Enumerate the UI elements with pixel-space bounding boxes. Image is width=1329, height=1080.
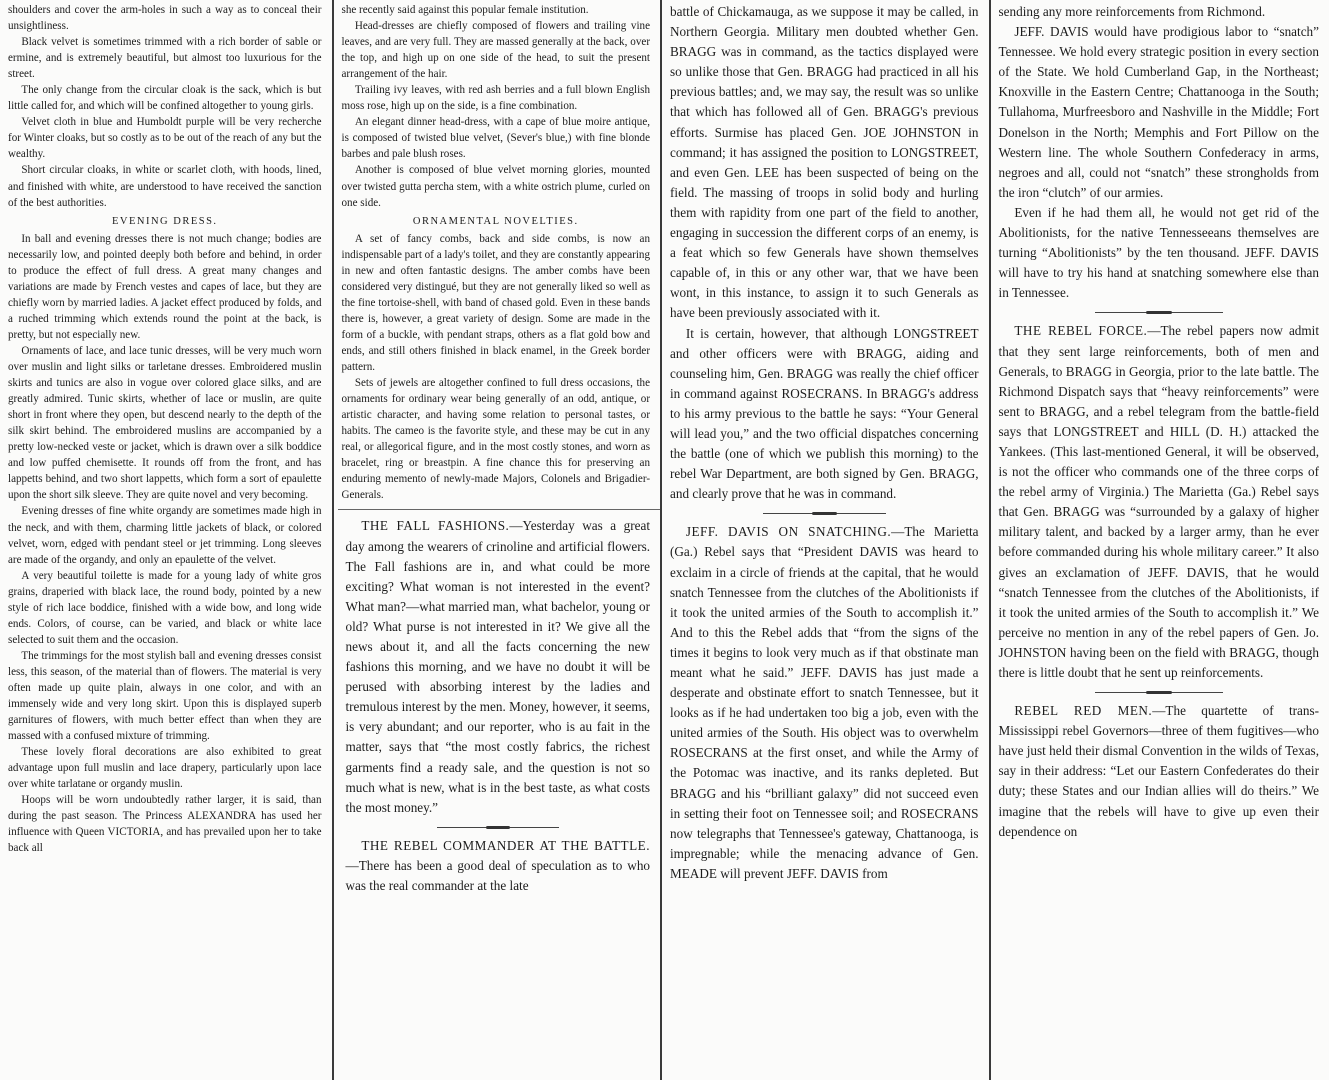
paragraph: Sets of jewels are altogether confined to full dress occasions, the ornaments for ordinary wear being generally of an odd, antique, or artistic character, and having some relation to personal tastes, or habits. The cameo is the favorite style, and these may be cut in any real, or allegorical figure, and in the most costly stones, and worn as bracelet, ring or breastpin. A fine chance this for preserving an enduring memento of newly-made Majors, Colonels and Brigadier-Generals. <box>341 377 651 502</box>
paragraph: Velvet cloth in blue and Humboldt purple will be very recherche for Winter cloaks, but so costly as to be out of the reach of any but the wealthy. <box>8 116 322 161</box>
paragraph: Hoops will be worn undoubtedly rather larger, it is said, than during the past season. The Princess ALEXANDRA has used her influence with Queen VICTORIA, and has prevailed upon her to take back all <box>8 794 322 855</box>
paragraph: Another is composed of blue velvet morning glories, mounted over twisted gutta percha stem, with a white ostrich plume, curled on one side. <box>341 164 651 209</box>
article-headline: THE FALL FASHIONS. <box>361 518 510 534</box>
article-body <box>999 701 1319 842</box>
paragraph: JEFF. DAVIS would have prodigious labor to “snatch” Tennessee. We hold every strategic position in every section of the State. We hold Cumberland Gap, in the Northeast; Knoxville in the Eastern Centre; Chattanooga in the South; Tullahoma, Murfreesboro and Nashville in the Middle; Fort Donelson in the North; Memphis and Fort Pillow on the Western line. The whole Southern Confederacy in arms, negroes and all, could not “snatch” these strongholds from the iron “clutch” of our armies. <box>998 24 1319 200</box>
paragraph: Evening dresses of fine white organdy are sometimes made high in the neck, and with them, charming little jackets of black, or colored velvet, worn, edged with pendant steel or jet trimming. Long sleeves are made of the organdy, and only an epaulette of the velvet. <box>8 505 322 566</box>
section-heading-ornamental-novelties: ORNAMENTAL NOVELTIES. <box>412 215 579 227</box>
paragraph: Even if he had them all, he would not get rid of the Abolitionists, for the native Tennesseeans themselves are turning “Abolitionists” by the ten thousand. JEFF. DAVIS will have to try his hand at snatching somewhere else than in Tennessee. <box>998 204 1319 301</box>
separator-ornament <box>346 822 651 832</box>
separator-ornament <box>999 307 1319 317</box>
paragraph: In ball and evening dresses there is not much change; bodies are necessarily low, and pointed deeply both before and behind, in order to produce the effect of full dress. A great many changes and variations are made by French vestes and capes of lace, but they are chiefly worn by married ladies. A jacket effect produced by folds, and a ruched trimming which extends round the point at the back, is pretty, but not especially new. <box>8 232 322 341</box>
article-body <box>670 522 979 884</box>
paragraph: A very beautiful toilette is made for a young lady of white gros grains, draperied with black lace, the round body, pointed by a new style of rich lace boddice, finished with a wide bow, and long wide ends. Colors, of course, can be varied, and black or white lace selected to suit them and the occasion. <box>8 569 322 646</box>
article-headline: REBEL RED MEN. <box>1014 703 1153 719</box>
paragraph: These lovely floral decorations are also exhibited to great advantage upon full muslin and lace drapery, particularly upon lace over white tarlatane or organdy muslin. <box>8 746 322 791</box>
paragraph: shoulders and cover the arm-holes in such a way as to conceal their unsightliness. <box>8 4 322 33</box>
article-text: —The quartette of trans-Mississippi rebel Governors—three of them fugitives—who have just held their dismal Convention in the wilds of Texas, say in their address: “Let our Eastern Confederates do their duty; these States and our Indian allies will do theirs.” We imagine that the rebels will have to give up even their dependence on <box>998 703 1319 839</box>
article-text: —The Marietta (Ga.) Rebel says that “President DAVIS was heard to exclaim in a circle of friends at the capital, that he would snatch Tennessee from the clutches of the Abolitionists if it took the united armies of the South to accomplish it.” And to this the Rebel adds that “from the signs of the times it begins to look very much as if that obstinate man meant what he said.” JEFF. DAVIS has just made a desperate and obstinate effort to snatch Tennessee, but it looks as if he had undertaken too big a job, even with the united armies of the South. His object was to overwhelm ROSECRANS at the first onset, and while the Army of the Potomac was inactive, and its ranks depleted. But BRAGG and his “brilliant galaxy” did not succeed even in setting their foot on Tennessee soil; and ROSECRANS now telegraphs that Tennessee's gateway, Chattanooga, is impregnable; while the menacing advance of Gen. MEADE will prevent JEFF. DAVIS from <box>670 524 979 881</box>
paragraph: A set of fancy combs, back and side combs, is now an indispensable part of a lady's toilet, and they are constantly appearing in new and often fantastic designs. The amber combs have been considered very distingué, but they are not generally liked so well as the fine tortoise-shell, with band of chased gold. Even in these bands there is, however, a great variety of design. Some are made in the form of a buckle, with pendant straps, others as a flat gold bow and ends, and still others finished in black enamel, in the Greek border pattern. <box>341 232 651 374</box>
paragraph: Head-dresses are chiefly composed of flowers and trailing vine leaves, and are very full. They are massed generally at the back, over the top, and high up on one side of the head, to suit the present arrangement of the hair. <box>341 20 651 81</box>
paragraph: The trimmings for the most stylish ball and evening dresses consist less, this season, of the material than of flowers. The material is very often made up quite plain, always in one color, and with an immensely wide and very long skirt. Upon this is displayed superb garnitures of flowers, with much better effect than when they are massed with a confused mixture of trimming. <box>8 649 322 743</box>
separator-ornament <box>670 508 979 518</box>
column-2 <box>334 0 661 1080</box>
paragraph: sending any more reinforcements from Richmond. <box>998 4 1266 19</box>
article-text: —The rebel papers now admit that they sent large reinforcements, both of men and Generals, to BRAGG in Georgia, prior to the late battle. The Richmond Dispatch says that “heavy reinforcements” were sent to BRAGG, and a rebel telegram from the battle-field says that LONGSTREET and HILL (D. H.) attacked the Yankees. (This last-mentioned General, it will be observed, is not the officer who commands one of the three corps of the rebel army of Virginia.) The Marietta (Ga.) Rebel says that Gen. BRAGG was “surrounded by a galaxy of higher military talent, and backed by a larger army, than he ever before commanded during his whole military career.” It also gives an exclamation of JEFF. DAVIS, that he would “snatch Tennessee from the clutches of the Abolitionists, if it took the united armies of the South to accomplish it.” We perceive no mention in any of the rebel papers of Gen. Jo. JOHNSTON having been on the field with BRAGG, though there is little doubt that he sent up reinforcements. <box>998 323 1319 680</box>
paragraph: Trailing ivy leaves, with red ash berries and a full blown English moss rose, high up on the side, is a fine combination. <box>341 84 651 113</box>
column-4 <box>991 0 1329 1080</box>
section-heading-evening-dress: EVENING DRESS. <box>111 215 218 227</box>
column-3 <box>662 0 989 1080</box>
paragraph: Black velvet is sometimes trimmed with a rich border of sable or ermine, and is extremely beautiful, but almost too luxurious for the street. <box>8 36 322 81</box>
paragraph: The only change from the circular cloak is the sack, which is but little called for, and which will be confined altogether to young girls. <box>8 84 322 113</box>
article-fall-fashions <box>338 509 661 896</box>
article-headline: JEFF. DAVIS ON SNATCHING. <box>685 524 892 540</box>
paragraph: Ornaments of lace, and lace tunic dresses, will be very much worn over muslin and light silks or tarletane dresses. Embroidered muslin skirts and tunics are also in vogue over colored glace silks, and are greatly admired. Tunic skirts, whether of lace or muslin, are quite short in front where they open, but descend nearly to the depth of the silk skirt behind. The embroidered muslins are accompanied by a pretty low-necked veste or jacket, which is drawn over a silk boddice and low puffed chemisette. It rounds off from the front, and has lappetts behind, and two short lappetts, which form a sort of epaulette upon the short silk sleeve. They are quite novel and very becoming. <box>8 344 322 502</box>
article-headline: THE REBEL FORCE. <box>1014 323 1148 339</box>
paragraph: she recently said against this popular female institution. <box>341 4 589 16</box>
column-1 <box>0 0 332 1080</box>
article-body <box>346 836 651 896</box>
paragraph: It is certain, however, that although LONGSTREET and other officers were with BRAGG, aiding and counseling him, Gen. BRAGG was really the chief officer in command against ROSECRANS. In BRAGG's address to his army previous to the battle he says: “Your General will lead you,” and the two official dispatches concerning the battle (one of which we publish this morning) to the rebel War Department, are both signed by Gen. BRAGG, and clearly prove that he was in command. <box>670 325 979 502</box>
paragraph: Short circular cloaks, in white or scarlet cloth, with hoods, lined, and finished with white, are understood to have received the sanction of the best authorities. <box>8 164 322 209</box>
paragraph: battle of Chickamauga, as we suppose it may be called, in Northern Georgia. Military men doubted whether Gen. BRAGG was in command, as the tactics displayed were so unlike those that Gen. BRAGG had practiced in all his previous battles; and, we may say, the result was so unlike that which has followed all of Gen. BRAGG's previous efforts. Surmise has placed Gen. JOE JOHNSTON in command; it has assigned the position to LONGSTREET, and even Gen. LEE has been suspected of being on the field. The massing of troops in solid body and hurling them with rapidity from one part of the field to another, engaging in succession the different corps of an enemy, is a feat which so few Generals have shown themselves capable of, in this or any other war, that we have been wont, in this instance, to assign it to such Generals as have been previously associated with it. <box>670 4 979 321</box>
paragraph: An elegant dinner head-dress, with a cape of blue moire antique, is composed of twisted blue velvet, (Sever's blue,) with fine blonde barbes and pale blush roses. <box>341 116 651 161</box>
article-text: —Yesterday was a great day among the wearers of crinoline and artificial flowers. The Fall fashions are in, and what could be more exciting? What woman is not interested in the event? What man?—what married man, what bachelor, young or old? What purse is not interested in it? We give all the news about it, and all the facts concerning the new fashions this morning, and we have no doubt it will be perused with absorbing interest by the ladies and tremulous interest by the men. Money, however, it seems, is very abundant; and our reporter, who is au fait in the matter, says that “the most costly fabrics, the richest garments find a ready sale, and the question is not so much what is new, what is in the best taste, as what costs the most money.” <box>345 518 651 815</box>
article-headline: THE REBEL COMMANDER AT THE BATTLE. <box>361 837 651 853</box>
article-text: —There has been a good deal of speculation as to who was the real commander at the late <box>345 857 651 894</box>
article-body <box>999 321 1319 683</box>
article-body <box>346 516 651 817</box>
separator-ornament <box>999 687 1319 697</box>
